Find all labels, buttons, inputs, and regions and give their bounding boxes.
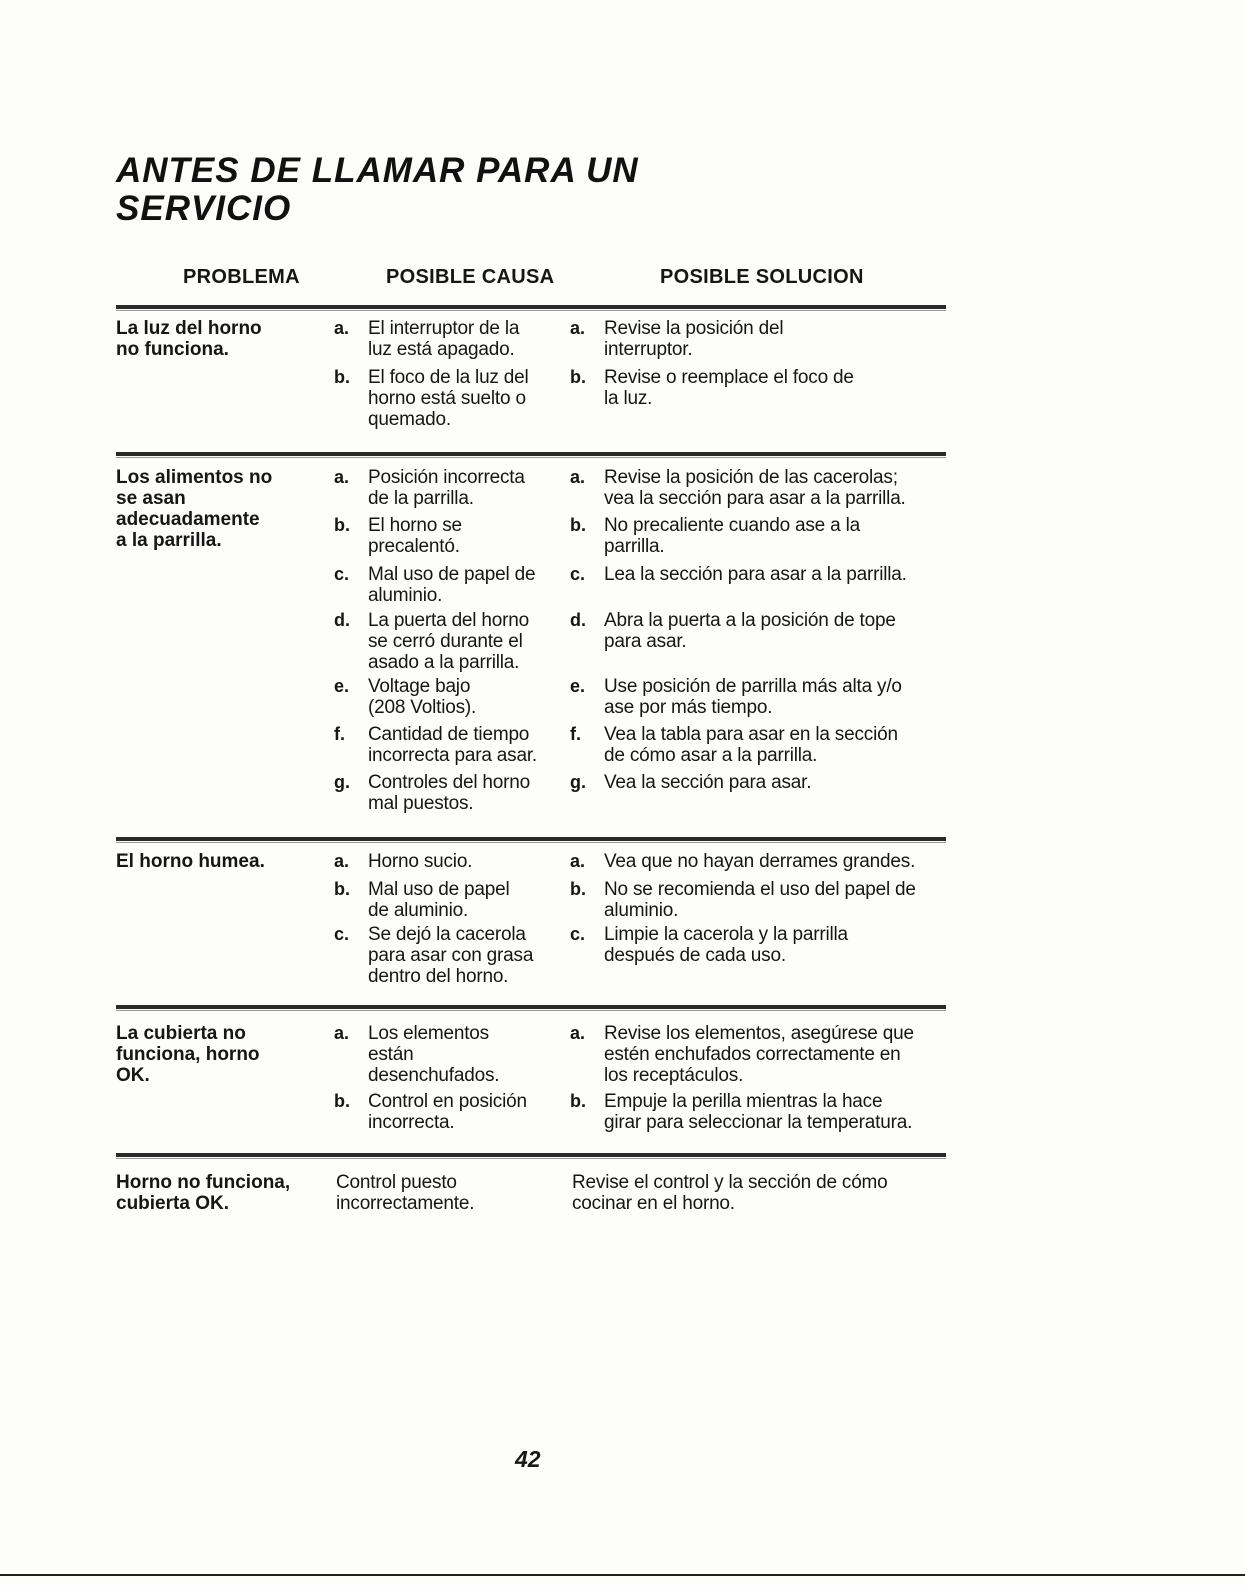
item-letter: c. [570, 564, 586, 584]
item-letter: b. [334, 515, 350, 535]
cause-text: Control puesto incorrectamente. [336, 1172, 475, 1214]
item-letter: b. [334, 879, 350, 899]
solution-text: Revise el control y la sección de cómo cocinar en el horno. [572, 1172, 888, 1214]
item-letter: a. [334, 1023, 350, 1043]
item-letter: a. [570, 1023, 586, 1043]
item-letter: b. [570, 1091, 586, 1111]
solution-text: Lea la sección para asar a la parrilla. [604, 564, 907, 585]
item-letter: a. [334, 851, 350, 871]
item-letter: a. [334, 318, 350, 338]
problem-text: Horno no funciona, cubierta OK. [116, 1172, 291, 1214]
cause-text: Posición incorrecta de la parrilla. [368, 467, 525, 509]
item-letter: e. [570, 676, 586, 696]
item-letter: f. [570, 724, 581, 744]
item-letter: g. [570, 772, 586, 792]
item-letter: e. [334, 676, 350, 696]
solution-text: Revise o reemplace el foco de la luz. [604, 367, 854, 409]
cause-text: Voltage bajo (208 Voltios). [368, 676, 477, 718]
item-letter: f. [334, 724, 345, 744]
solution-text: Vea la sección para asar. [604, 772, 812, 793]
solution-text: No precaliente cuando ase a la parrilla. [604, 515, 860, 557]
solution-text: Revise la posición de las cacerolas; vea la sección para asar a la parrilla. [604, 467, 906, 509]
problem-text: El horno humea. [116, 851, 265, 872]
header-divider [116, 305, 946, 309]
item-letter: b. [334, 1091, 350, 1111]
item-letter: c. [334, 564, 350, 584]
page-title-line-1: ANTES DE LLAMAR PARA UN [116, 151, 639, 190]
cause-text: El foco de la luz del horno está suelto o quemado. [368, 367, 529, 430]
page-title [116, 152, 639, 228]
row-divider [116, 1005, 946, 1009]
bottom-edge-rule [0, 1574, 1245, 1576]
item-letter: b. [334, 367, 350, 387]
item-letter: b. [570, 367, 586, 387]
item-letter: c. [570, 924, 586, 944]
column-header-cause: POSIBLE CAUSA [386, 266, 555, 288]
item-letter: a. [570, 467, 586, 487]
solution-text: Revise la posición del interruptor. [604, 318, 784, 360]
solution-text: Empuje la perilla mientras la hace girar para seleccionar la temperatura. [604, 1091, 913, 1133]
cause-text: Horno sucio. [368, 851, 473, 872]
cause-text: Se dejó la cacerola para asar con grasa dentro del horno. [368, 924, 534, 987]
cause-text: El horno se precalentó. [368, 515, 462, 557]
solution-text: Abra la puerta a la posición de tope para asar. [604, 610, 896, 652]
row-divider [116, 1153, 946, 1157]
item-letter: a. [570, 851, 586, 871]
solution-text: Revise los elementos, asegúrese que estén enchufados correctamente en los receptáculos. [604, 1023, 914, 1086]
item-letter: d. [334, 610, 350, 630]
problem-text: La cubierta no funciona, horno OK. [116, 1023, 260, 1086]
row-divider [116, 452, 946, 456]
item-letter: g. [334, 772, 350, 792]
item-letter: a. [334, 467, 350, 487]
column-header-solution: POSIBLE SOLUCION [660, 266, 864, 288]
cause-text: Cantidad de tiempo incorrecta para asar. [368, 724, 537, 766]
problem-text: La luz del horno no funciona. [116, 318, 262, 360]
item-letter: c. [334, 924, 350, 944]
page-number: 42 [515, 1446, 541, 1472]
solution-text: Use posición de parrilla más alta y/o ase por más tiempo. [604, 676, 902, 718]
problem-text: Los alimentos no se asan adecuadamente a la parrilla. [116, 467, 273, 551]
cause-text: Control en posición incorrecta. [368, 1091, 527, 1133]
cause-text: Mal uso de papel de aluminio. [368, 879, 510, 921]
item-letter: a. [570, 318, 586, 338]
cause-text: La puerta del horno se cerró durante el asado a la parrilla. [368, 610, 529, 673]
cause-text: Los elementos están desenchufados. [368, 1023, 500, 1086]
column-header-problem: PROBLEMA [183, 266, 300, 288]
item-letter: b. [570, 515, 586, 535]
item-letter: b. [570, 879, 586, 899]
solution-text: Vea que no hayan derrames grandes. [604, 851, 916, 872]
row-divider [116, 837, 946, 841]
solution-text: No se recomienda el uso del papel de aluminio. [604, 879, 916, 921]
page-title-line-2: SERVICIO [116, 189, 292, 228]
cause-text: Mal uso de papel de aluminio. [368, 564, 536, 606]
cause-text: El interruptor de la luz está apagado. [368, 318, 520, 360]
cause-text: Controles del horno mal puestos. [368, 772, 531, 814]
item-letter: d. [570, 610, 586, 630]
solution-text: Vea la tabla para asar en la sección de cómo asar a la parrilla. [604, 724, 898, 766]
solution-text: Limpie la cacerola y la parrilla después de cada uso. [604, 924, 848, 966]
